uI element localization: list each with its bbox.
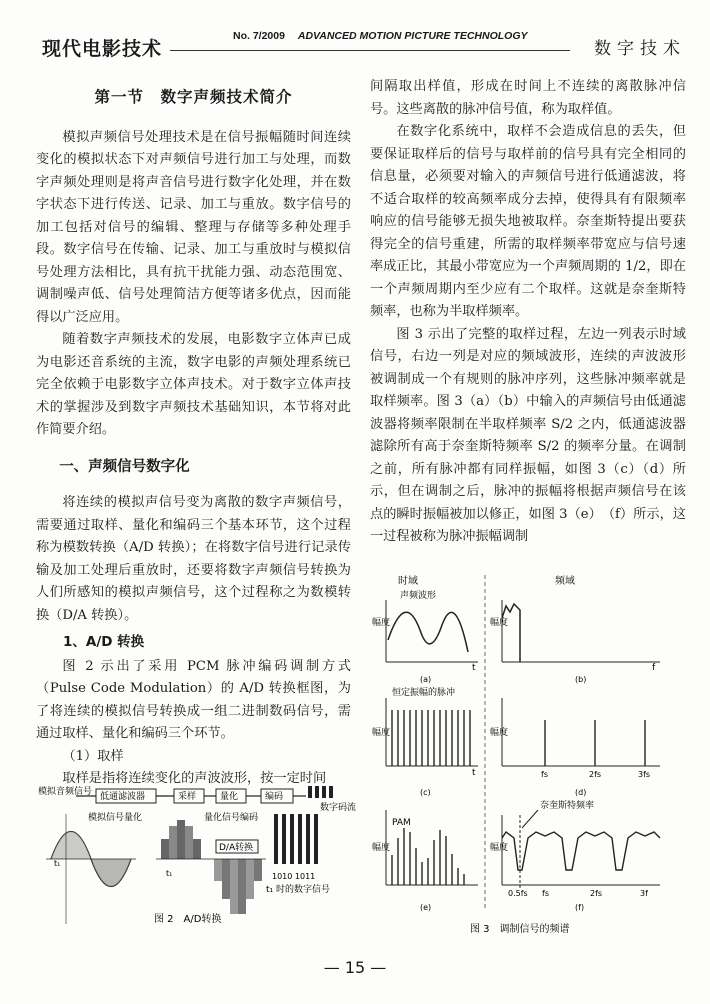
page-number: — 15 —	[323, 958, 387, 977]
nyquist-label: 奈奎斯特频率	[540, 801, 595, 811]
3f-label-f: 3f	[640, 889, 648, 898]
spectral-lines	[545, 720, 645, 766]
time-domain-label: 时域	[398, 576, 418, 587]
figure-2-caption: 图 2 A/D转换	[154, 914, 222, 925]
quant-label: 量化信号编码	[204, 813, 259, 823]
quantized-steps	[156, 820, 266, 914]
pam-spectrum	[502, 832, 660, 870]
amp-label-b: 幅度	[490, 618, 509, 628]
lpf-label: 低通滤波器	[100, 792, 146, 802]
paragraph: 随着数字声频技术的发展，电影数字立体声已成为电影还音系统的主流，数字电影的声频处理系统已完全依赖于电影数字立体声技术。对于数字立体声技术的掌握涉及到数字声频技术基础知识，本节将对此作简要介绍。	[36, 332, 351, 437]
pam-pulses	[392, 828, 464, 885]
subheading: 1、A/D 转换	[63, 634, 145, 650]
t1-label-2: t₁	[166, 869, 173, 878]
heading: 一、声频信号数字化	[59, 458, 190, 475]
sub-b: (b)	[575, 675, 587, 684]
constant-pulses	[392, 710, 470, 766]
figure-2	[36, 784, 356, 934]
sub-c: (c)	[420, 788, 431, 797]
figure-3	[370, 570, 686, 940]
half-fs-label: 0.5fs	[508, 889, 528, 898]
digital-signal-label: t₁ 时的数字信号	[266, 885, 330, 895]
issue-info	[233, 30, 528, 42]
paragraph: 图 3 示出了完整的取样过程，左边一列表示时域信号，右边一列是对应的频域波形，连续的声波波形被调制成一个有规则的脉冲序列，这些脉冲频率就是取样频率。图 3（a）（b）中输入的声频信号由低通滤波器将频率限制在半取样频率 S/2 之内，低通滤波器滤除所有高于奈奎斯特频率 S/2 的频率分量。在调制之前，所有脉冲都有同样振幅，如图 3（c）（d）所示，但在调制之后，脉冲的振幅将根据声频信号在该点的瞬时振幅被加以修正，如图 3（e） （f）所示，这一过程被称为脉冲振幅调制	[370, 326, 686, 544]
paragraph: 在数字化系统中，取样不会造成信息的丢失，但要保证取样后的信号与取样前的信号具有完全相同的信息量，必须要对输入的声频信号进行低通滤波，将不适合取样的较高频率成分去掉，使得具有有限频率响应的信号能够无损失地被取样。奈奎斯特提出要获得完全的信号重建，所需的取样频率带宽应与信号速率成正比，其最小带宽应为一个声频周期的 1/2，即在一个声频周期内至少应有二个取样。这就是奈奎斯特频率，也称为半取样频率。	[370, 124, 686, 319]
3fs-label-d: 3fs	[638, 770, 651, 779]
quantize-label: 量化	[220, 792, 239, 802]
freq-domain-label: 频域	[555, 576, 575, 587]
issue-number: No. 7/2009	[233, 30, 285, 42]
amp-label-e: 幅度	[372, 843, 391, 853]
t-label-c: t	[472, 768, 476, 778]
amp-label-d: 幅度	[490, 728, 509, 738]
pam-label: PAM	[392, 818, 411, 828]
fs-label-d: fs	[541, 770, 548, 779]
paragraph: 取样是指将连续变化的声波波形，按一定时间	[62, 771, 327, 786]
subsubheading: （1）取样	[62, 748, 124, 764]
section-title: 第一节 数字声频技术简介	[94, 88, 293, 106]
audio-waveform	[388, 612, 468, 652]
left-column	[36, 86, 351, 791]
input-label: 模拟音频信号	[38, 787, 93, 797]
journal-name-en: ADVANCED MOTION PICTURE TECHNOLOGY	[297, 30, 528, 42]
2fs-label-f: 2fs	[590, 889, 603, 898]
encode-label: 编码	[265, 792, 284, 802]
sub-d: (d)	[575, 788, 587, 797]
2fs-label-d: 2fs	[589, 770, 602, 779]
figure-3-caption: 图 3 调制信号的频谱	[470, 924, 570, 935]
modulated-spectrum-diagram	[370, 570, 686, 940]
sub-e: (e)	[420, 903, 432, 912]
fs-label-f: fs	[542, 889, 549, 898]
right-column	[370, 76, 686, 549]
paragraph: 间隔取出样值，形成在时间上不连续的离散脉冲信号。这些离散的脉冲信号值，称为取样值。	[370, 79, 686, 117]
f-label-b: f	[652, 663, 656, 673]
amp-label-f: 幅度	[490, 843, 509, 853]
analog-wave	[46, 814, 136, 924]
waveform-label: 声频波形	[400, 591, 437, 601]
header-rule	[170, 50, 570, 51]
sub-f: (f)	[575, 903, 585, 912]
lowpass-spectrum	[502, 604, 520, 662]
bits-label: 1010 1011	[272, 872, 316, 881]
sampling-label: 模拟信号量化	[88, 813, 143, 823]
running-header	[18, 30, 694, 60]
t-label-a: t	[472, 663, 476, 673]
paragraph: 将连续的模拟声信号变为离散的数字声频信号，需要通过取样、量化和编码三个基本环节，这个过程称为模数转换（A/D 转换）；在将数字信号进行记录传输及加工处理后重放时，还要将数字声频信号转换为人们所感知的模拟声频信号，这个过程称之为数模转换（D/A 转换）。	[36, 495, 351, 623]
da-label: D/A转换	[219, 843, 254, 853]
pulse-label: 恒定振幅的脉冲	[392, 688, 456, 698]
output-label: 数字码流	[320, 803, 356, 813]
paragraph: 图 2 示出了采用 PCM 脉冲编码调制方式（Pulse Code Modulation）的 A/D 转换框图，为了将连续的模拟信号转换成一组二进制数码信号，需通过取样、量化和编码三个环节。	[36, 658, 351, 741]
digital-bits	[274, 814, 318, 864]
amp-label-a: 幅度	[372, 618, 391, 628]
sample-label: 采样	[178, 792, 197, 802]
t1-label: t₁	[54, 859, 61, 868]
ad-conversion-diagram	[36, 784, 356, 934]
sub-a: (a)	[420, 675, 432, 684]
paragraph: 模拟声频信号处理技术是在信号振幅随时间连续变化的模拟状态下对声频信号进行加工与处理，而数字声频处理则是将声音信号进行数字化处理，并在数字状态下进行传送、记录、加工与重放。数字信号的加工包括对信号的编辑、整理与存储等多种处理手段。数字信号在传输、记录、加工与重放时与模拟信号处理方法相比，具有抗干扰能力强、动态范围宽、调制噪声低、信号处理简洁方便等诸多优点，因而能得以广泛应用。	[36, 129, 351, 325]
amp-label-c: 幅度	[372, 728, 391, 738]
section-name: 数字技术	[594, 39, 686, 59]
journal-name-cn: 现代电影技术	[42, 38, 163, 60]
